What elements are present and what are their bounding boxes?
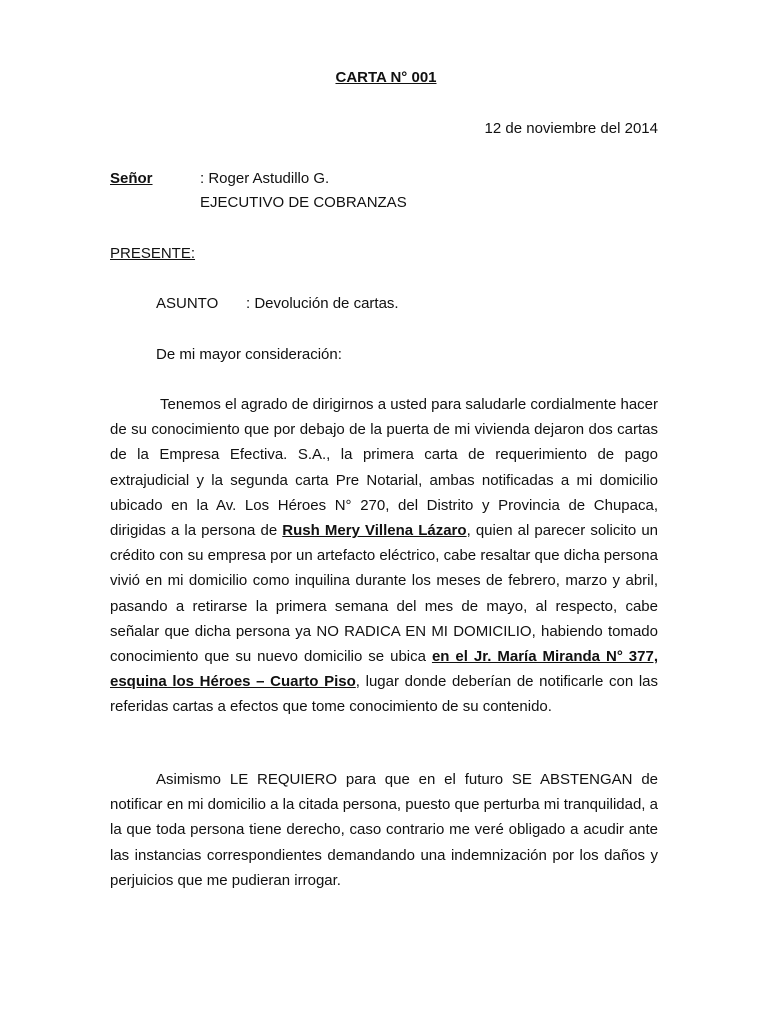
presente-label: PRESENTE: bbox=[110, 245, 196, 262]
debtor-name: Rush Mery Villena Lázaro bbox=[282, 522, 467, 540]
letter-title: CARTA N° 001 bbox=[335, 69, 437, 86]
body-paragraph-2 bbox=[110, 767, 658, 893]
body-paragraph-1 bbox=[110, 392, 658, 720]
recipient-role: EJECUTIVO DE COBRANZAS bbox=[200, 194, 407, 211]
new-address: en el Jr. María Miranda N° 377, esquina los Héroes – Cuarto Piso bbox=[110, 648, 658, 691]
letter-date: 12 de noviembre del 2014 bbox=[484, 120, 658, 137]
paragraph-1-text-b: , quien al parecer solicito un crédito con su empresa por un artefacto eléctrico, cabe resaltar que dicha persona vivió en mi domicilio como inquilina durante los meses de febrero, marzo y abril, pasando a retirarse la primera semana del mes de mayo, al respecto, cabe señalar que dicha persona ya NO RADICA EN MI DOMICILIO, habiendo tomado conocimiento que su nuevo domicilio se ubica bbox=[110, 522, 659, 666]
subject-value: : Devolución de cartas. bbox=[246, 295, 399, 312]
subject-label: ASUNTO bbox=[156, 295, 219, 312]
recipient-label: Señor bbox=[110, 170, 153, 187]
paragraph-1-text-c: , lugar donde deberían de notificarle con las referidas cartas a efectos que tome conocimiento de su contenido. bbox=[110, 673, 658, 716]
paragraph-2-text: Asimismo LE REQUIERO para que en el futuro SE ABSTENGAN de notificar en mi domicilio a la citada persona, puesto que perturba mi tranquilidad, a la que toda persona tiene derecho, caso contrario me veré obligado a acudir ante las instancias correspondientes demandando una indemnización por los daños y perjuicios que me pudieran irrogar. bbox=[110, 771, 658, 889]
paragraph-1-text-a: Tenemos el agrado de dirigirnos a usted para saludarle cordialmente hacer de su conocimiento que por debajo de la puerta de mi vivienda dejaron dos cartas de la Empresa Efectiva. S.A., la primera carta de requerimiento de pago extrajudicial y la segunda carta Pre Notarial, ambas notificadas a mi domicilio ubicado en la Av. Los Héroes N° 270, del Distrito y Provincia de Chupaca, dirigidas a la persona de bbox=[110, 396, 658, 540]
recipient-name: : Roger Astudillo G. bbox=[200, 170, 330, 187]
greeting: De mi mayor consideración: bbox=[156, 346, 342, 363]
